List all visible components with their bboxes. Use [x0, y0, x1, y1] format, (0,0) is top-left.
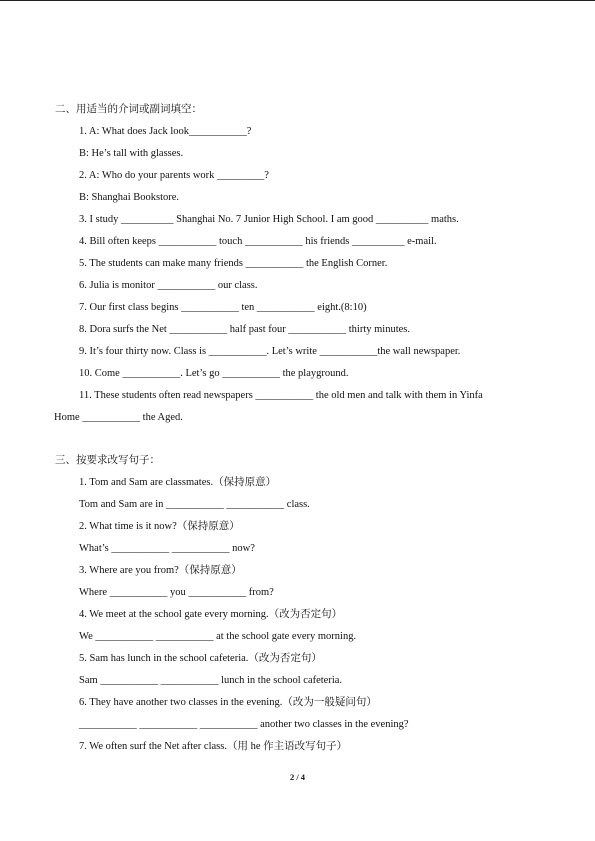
answer-blank: ___________	[199, 719, 258, 730]
exercise-text: the Aged.	[140, 412, 183, 423]
exercise-text: at the school gate every morning.	[213, 631, 357, 642]
answer-blank: ___________	[82, 412, 141, 423]
exercise-line	[79, 323, 410, 337]
section-2-heading: 二、用适当的介词或副词填空：	[55, 104, 202, 115]
exercise-line	[79, 147, 183, 161]
exercise-line	[79, 652, 322, 666]
exercise-text: the old men and talk with them in Yinfa	[313, 390, 483, 401]
exercise-text: you	[167, 587, 189, 598]
answer-blank: __________	[121, 214, 174, 225]
exercise-line	[79, 674, 342, 688]
exercise-text: 2. What time is it now?（保持原意）	[79, 521, 240, 532]
exercise-text: maths.	[428, 214, 459, 225]
exercise-text: e-mail.	[404, 236, 437, 247]
exercise-text: Where	[79, 587, 110, 598]
answer-blank: ___________	[288, 324, 347, 335]
answer-blank: ___________	[139, 719, 198, 730]
exercise-line	[79, 301, 367, 315]
answer-blank: ___________	[95, 631, 154, 642]
answer-blank: ___________	[171, 543, 230, 554]
exercise-text: 6. Julia is monitor	[79, 280, 158, 291]
exercise-text: 1. A: What does Jack look	[79, 126, 190, 137]
exercise-text: 4. Bill often keeps	[79, 236, 159, 247]
answer-blank: ___________	[158, 236, 217, 247]
answer-blank: ___________	[122, 368, 181, 379]
exercise-line	[79, 367, 349, 381]
apostrophe-glyph: ’	[101, 543, 105, 554]
exercise-text: the playground.	[279, 368, 349, 379]
exercise-line	[79, 586, 274, 600]
exercise-text: Tom and Sam are in	[79, 499, 167, 510]
exercise-text: lunch in the school cafeteria.	[218, 675, 343, 686]
exercise-line	[79, 564, 242, 578]
exercise-line	[79, 520, 240, 534]
answer-blank: _________	[217, 170, 265, 181]
exercise-text: 7. Our first class begins	[79, 302, 182, 313]
answer-blank: ___________	[188, 587, 247, 598]
exercise-text: ?	[246, 126, 252, 137]
exercise-line	[79, 498, 310, 512]
answer-blank: ___________	[222, 368, 280, 379]
exercise-text: from?	[246, 587, 274, 598]
exercise-line	[79, 630, 356, 644]
exercise-text: 9. It	[79, 346, 96, 357]
apostrophe-glyph: ’	[103, 148, 107, 159]
exercise-text: B: Shanghai Bookstore.	[79, 192, 180, 203]
answer-blank: ___________	[111, 543, 170, 554]
exercise-text: s go	[202, 368, 223, 379]
answer-blank: ___________	[255, 390, 314, 401]
exercise-text: our class.	[215, 280, 258, 291]
answer-blank: ___________	[319, 346, 378, 357]
exercise-text: B: He	[79, 148, 104, 159]
exercise-text: What	[79, 543, 102, 554]
exercise-line	[79, 169, 269, 183]
exercise-line	[79, 213, 459, 227]
answer-blank: ___________	[157, 280, 216, 291]
exercise-text: eight.(8:10)	[314, 302, 367, 313]
exercise-line	[54, 411, 183, 425]
exercise-text: ten	[238, 302, 257, 313]
exercise-text: s four thirty now. Class is	[98, 346, 209, 357]
exercise-text: We	[79, 631, 96, 642]
exercise-text: 3. Where are you from?（保持原意）	[79, 565, 242, 576]
exercise-text: . Let	[266, 346, 286, 357]
exercise-text: 3. I study	[79, 214, 121, 225]
apostrophe-glyph: ’	[95, 346, 99, 357]
answer-blank: __________	[375, 214, 429, 225]
answer-blank: ___________	[100, 675, 159, 686]
exercise-line	[79, 345, 460, 359]
answer-blank: ___________	[181, 302, 239, 313]
exercise-text: another two classes in the evening?	[257, 719, 409, 730]
exercise-text: his friends	[302, 236, 352, 247]
answer-blank: ___________	[208, 346, 267, 357]
exercise-text: Home	[54, 412, 83, 423]
exercise-text: now?	[229, 543, 255, 554]
answer-blank: __________	[352, 236, 405, 247]
exercise-text: s tall with glasses.	[106, 148, 184, 159]
answer-blank: ___________	[244, 236, 303, 247]
exercise-text: 11. These students often read newspapers	[79, 390, 256, 401]
exercise-text: 5. The students can make many friends	[79, 258, 246, 269]
exercise-text: Sam	[79, 675, 101, 686]
answer-blank: ___________	[109, 587, 168, 598]
answer-blank: ___________	[169, 324, 228, 335]
answer-blank: ___________	[256, 302, 315, 313]
exercise-line	[79, 257, 387, 271]
exercise-text: the wall newspaper.	[377, 346, 461, 357]
exercise-line	[79, 389, 483, 403]
exercise-text: ?	[264, 170, 269, 181]
answer-blank: ___________	[226, 499, 285, 510]
answer-blank: ___________	[79, 719, 137, 730]
exercise-line	[79, 696, 377, 710]
exercise-line	[79, 740, 347, 754]
answer-blank: ___________	[189, 126, 247, 137]
answer-blank: ___________	[155, 631, 214, 642]
exercise-line	[79, 718, 409, 732]
exercise-text: 6. They have another two classes in the evening.（改为一般疑问句）	[79, 697, 377, 708]
exercise-text: 8. Dora surfs the Net	[79, 324, 170, 335]
exercise-text: class.	[284, 499, 310, 510]
exercise-text: s write	[288, 346, 320, 357]
answer-blank: ___________	[245, 258, 304, 269]
exercise-text: 1. Tom and Sam are classmates.（保持原意）	[79, 477, 277, 488]
exercise-line	[79, 191, 179, 205]
page-number: 2 / 4	[289, 772, 306, 782]
exercise-line	[79, 542, 255, 556]
exercise-line	[79, 476, 276, 490]
exercise-line	[79, 235, 437, 249]
exercise-line	[79, 608, 342, 622]
exercise-line	[79, 125, 251, 139]
exercise-text: 2. A: Who do your parents work	[79, 170, 218, 181]
page-top-border	[0, 0, 595, 1]
exercise-text: thirty minutes.	[346, 324, 411, 335]
exercise-text: 5. Sam has lunch in the school cafeteria.（改为否定句）	[79, 653, 322, 664]
exercise-text: touch	[216, 236, 245, 247]
exercise-text: 7. We often surf the Net after class.（用 he 作主语改写句子）	[79, 741, 348, 752]
answer-blank: ___________	[166, 499, 224, 510]
exercise-line	[79, 279, 258, 293]
exercise-text: 4. We meet at the school gate every morning.（改为否定句）	[79, 609, 343, 620]
answer-blank: ___________	[160, 675, 219, 686]
apostrophe-glyph: ’	[199, 368, 203, 379]
exercise-text: s	[104, 543, 112, 554]
exercise-text: half past four	[227, 324, 289, 335]
exercise-text: Shanghai No. 7 Junior High School. I am good	[173, 214, 376, 225]
section-3-heading: 三、按要求改写句子：	[55, 455, 160, 466]
exercise-text: the English Corner.	[303, 258, 388, 269]
apostrophe-glyph: ’	[285, 346, 289, 357]
exercise-text: 10. Come	[79, 368, 123, 379]
exercise-text: . Let	[180, 368, 200, 379]
